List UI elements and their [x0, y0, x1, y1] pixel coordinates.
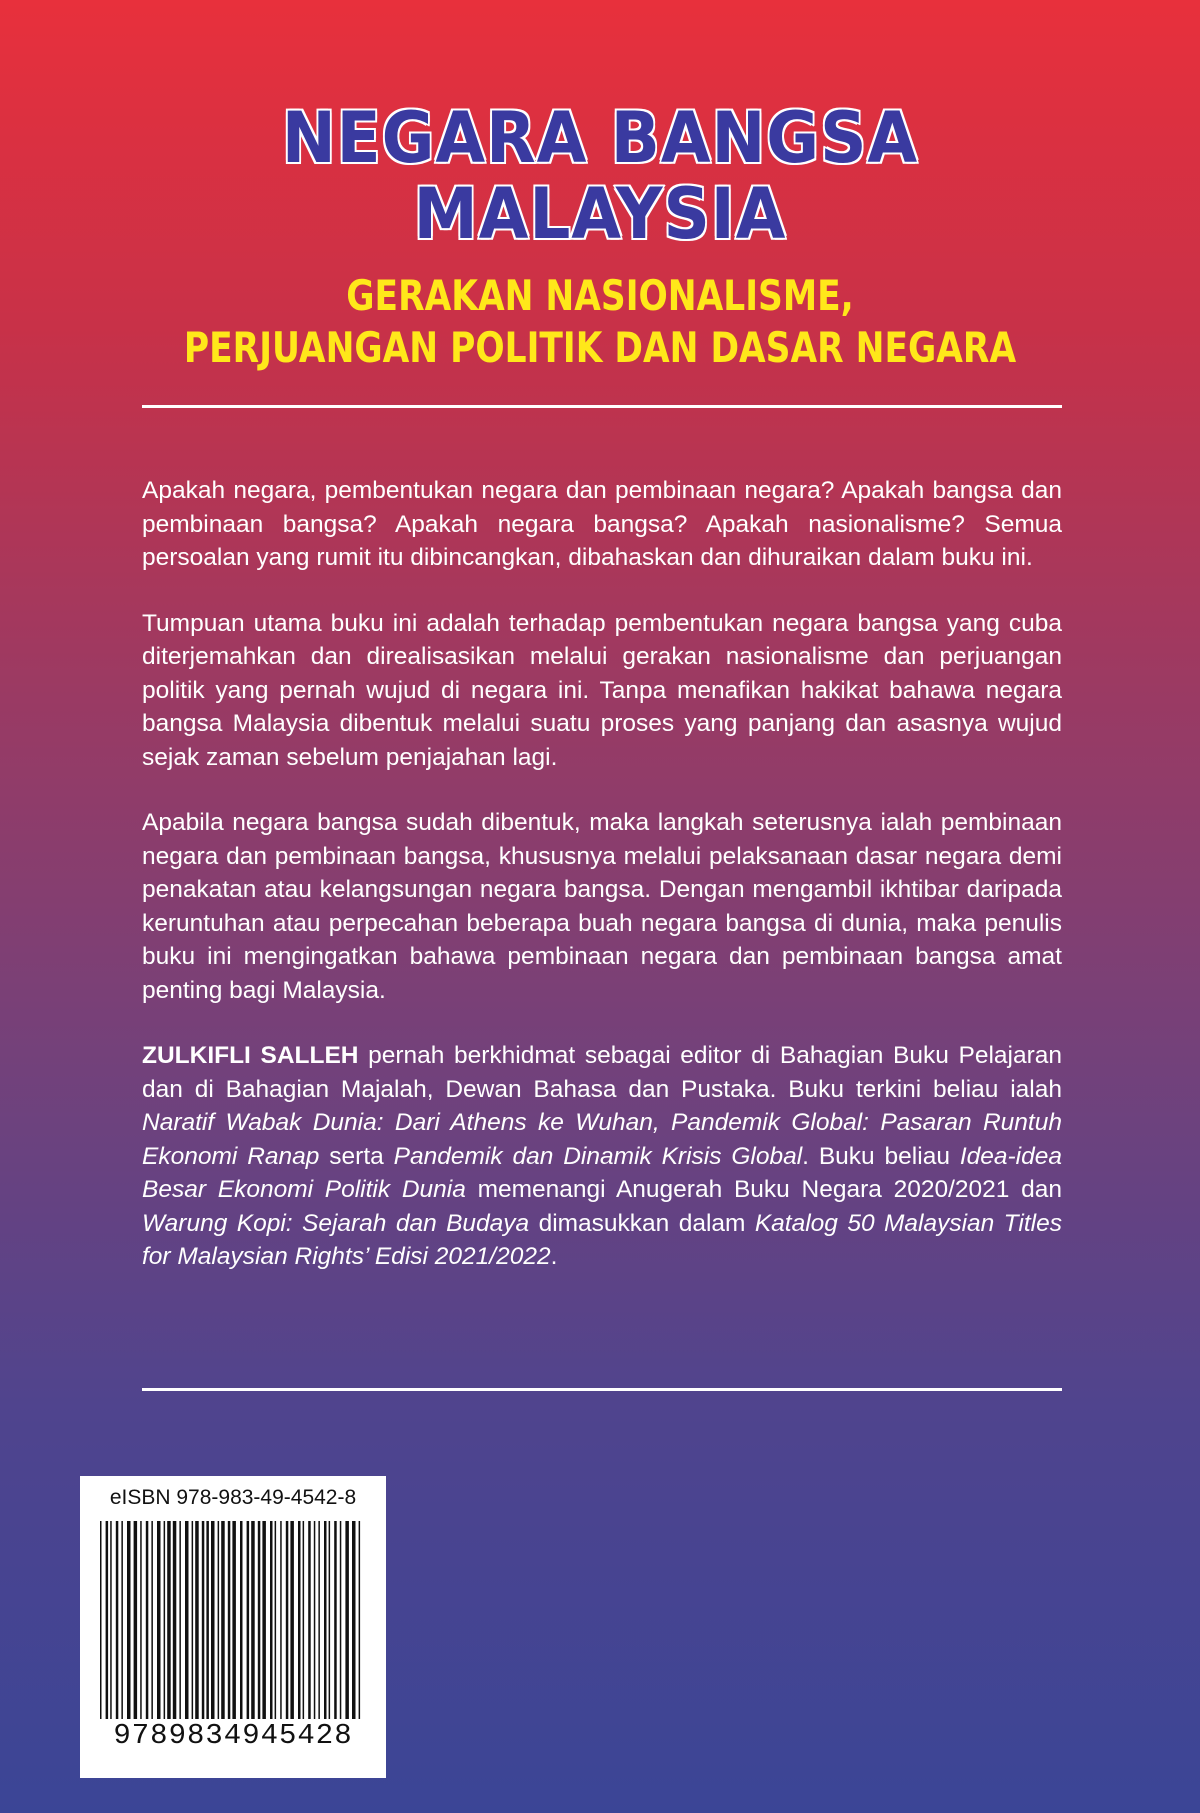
barcode-bar [329, 1521, 331, 1721]
author-bio [142, 1039, 1062, 1274]
author-bio-text-6: . [550, 1243, 558, 1270]
barcode-bar [218, 1521, 220, 1721]
author-bio-text-4: memenangi Anugerah Buku Negara 2020/2021 dan [465, 1176, 1062, 1203]
barcode-bar [146, 1521, 149, 1721]
barcode-bar [140, 1521, 142, 1721]
barcode-bar [110, 1521, 112, 1721]
barcode-bar [157, 1521, 161, 1721]
barcode-bar [179, 1521, 181, 1721]
barcode-bar [286, 1521, 289, 1721]
barcode-bar [167, 1521, 171, 1721]
barcode-bar [258, 1521, 261, 1721]
barcode-bar [232, 1521, 236, 1721]
author-bio-text-5: dimasukkan dalam [529, 1209, 755, 1237]
barcode-bar [308, 1521, 311, 1721]
top-divider [142, 405, 1062, 408]
barcode-bar [221, 1521, 225, 1721]
barcode-bar [100, 1521, 102, 1721]
author-book-1: Naratif Wabak Dunia: Dari Athens ke Wuhan, Pandemik Global: Pasaran Runtuh Ekonomi Ranap [142, 1109, 1062, 1170]
barcode-digits: 9789834945428 [80, 1719, 386, 1752]
barcode-bar [262, 1521, 266, 1721]
author-book-4: Warung Kopi: Sejarah dan Budaya [142, 1209, 530, 1237]
barcode-bar [127, 1521, 131, 1721]
author-bio-text-3: . Buku beliau [802, 1142, 960, 1170]
author-bio-text-2: serta [319, 1142, 394, 1170]
barcode-bar [298, 1521, 301, 1721]
barcode-bar [195, 1521, 199, 1721]
barcode-bar [275, 1521, 277, 1721]
book-subtitle-line-2: PERJUANGAN POLITIK DAN DASAR NEGARA [183, 323, 1017, 372]
barcode-bar [345, 1521, 349, 1721]
barcode-bar [280, 1521, 282, 1721]
book-title-line-2: MALAYSIA [413, 173, 787, 255]
barcode [98, 1521, 368, 1721]
isbn-label: eISBN 978-983-49-4542-8 [109, 1486, 357, 1509]
barcode-bar [173, 1521, 177, 1721]
barcode-bar [228, 1521, 231, 1721]
barcode-bar [151, 1521, 153, 1721]
barcode-bar [106, 1521, 109, 1721]
barcode-bar [121, 1521, 123, 1721]
author-book-3: Idea-idea Besar Ekonomi Politik Dunia [142, 1142, 1062, 1203]
barcode-bar [192, 1521, 194, 1721]
barcode-bar [352, 1521, 356, 1721]
barcode-bar [202, 1521, 205, 1721]
blurb-paragraph-2: Tumpuan utama buku ini adalah terhadap pembentukan negara bangsa yang cuba diterjemahkan dan direalisasikan melalui gerakan nasionalisme dan perjuangan politik yang pernah wujud di negara ini. Tanpa menafikan hakikat bahawa negara bangsa Malaysia dibentuk melalui suatu proses yang panjang dan asasnya wujud sejak zaman sebelum penjajahan lagi. [142, 609, 1062, 771]
blurb-paragraph-1: Apakah negara, pembentukan negara dan pembinaan negara? Apakah bangsa dan pembinaan bangsa? Apakah negara bangsa? Apakah nasionalisme? Semua persoalan yang rumit itu dibincangkan, dibahaskan dan dihuraikan dalam buku ini. [142, 477, 1062, 571]
barcode-bar [290, 1521, 294, 1721]
barcode-bar [247, 1521, 250, 1721]
barcode-bar [314, 1521, 316, 1721]
barcode-bar [340, 1521, 342, 1721]
author-name: ZULKIFLI SALLEH [142, 1042, 359, 1069]
barcode-bar [359, 1521, 361, 1721]
book-subtitle-line-1: GERAKAN NASIONALISME, [346, 271, 854, 320]
author-bio-text-1: pernah berkhidmat sebagai editor di Bahagian Buku Pelajaran dan di Bahagian Majalah, Dewan Bahasa dan Pustaka. Buku terkini beliau ialah [142, 1042, 1062, 1103]
barcode-bar [206, 1521, 209, 1721]
isbn-barcode-box [80, 1476, 386, 1778]
barcode-bar [303, 1521, 305, 1721]
bottom-divider [142, 1388, 1062, 1391]
blurb-paragraph-3: Apabila negara bangsa sudah dibentuk, maka langkah seterusnya ialah pembinaan negara dan pembinaan bangsa, khususnya melalui pelaksanaan dasar negara demi penakatan atau kelangsungan negara bangsa. Dengan mengambil ikhtibar daripada keruntuhan atau perpecahan beberapa buah negara bangsa di dunia, maka penulis buku ini mengingatkan bahawa pembinaan negara dan pembinaan bangsa amat penting bagi Malaysia. [142, 809, 1062, 1004]
blurb-text [142, 474, 1062, 1306]
barcode-bar [318, 1521, 320, 1721]
author-book-5: Katalog 50 Malaysian Titles for Malaysian Rights’ Edisi 2021/2022 [142, 1209, 1062, 1270]
barcode-bar [324, 1521, 327, 1721]
barcode-bar [134, 1521, 138, 1721]
barcode-bar [116, 1521, 119, 1721]
barcode-bar [240, 1521, 243, 1721]
barcode-bar [164, 1521, 166, 1721]
author-book-2: Pandemik dan Dinamik Krisis Global [393, 1142, 803, 1170]
barcode-bar [334, 1521, 337, 1721]
barcode-bar [251, 1521, 255, 1721]
barcode-bar [211, 1521, 215, 1721]
book-title-line-1: NEGARA BANGSA [281, 97, 919, 179]
barcode-bar [270, 1521, 273, 1721]
barcode-bar [185, 1521, 189, 1721]
